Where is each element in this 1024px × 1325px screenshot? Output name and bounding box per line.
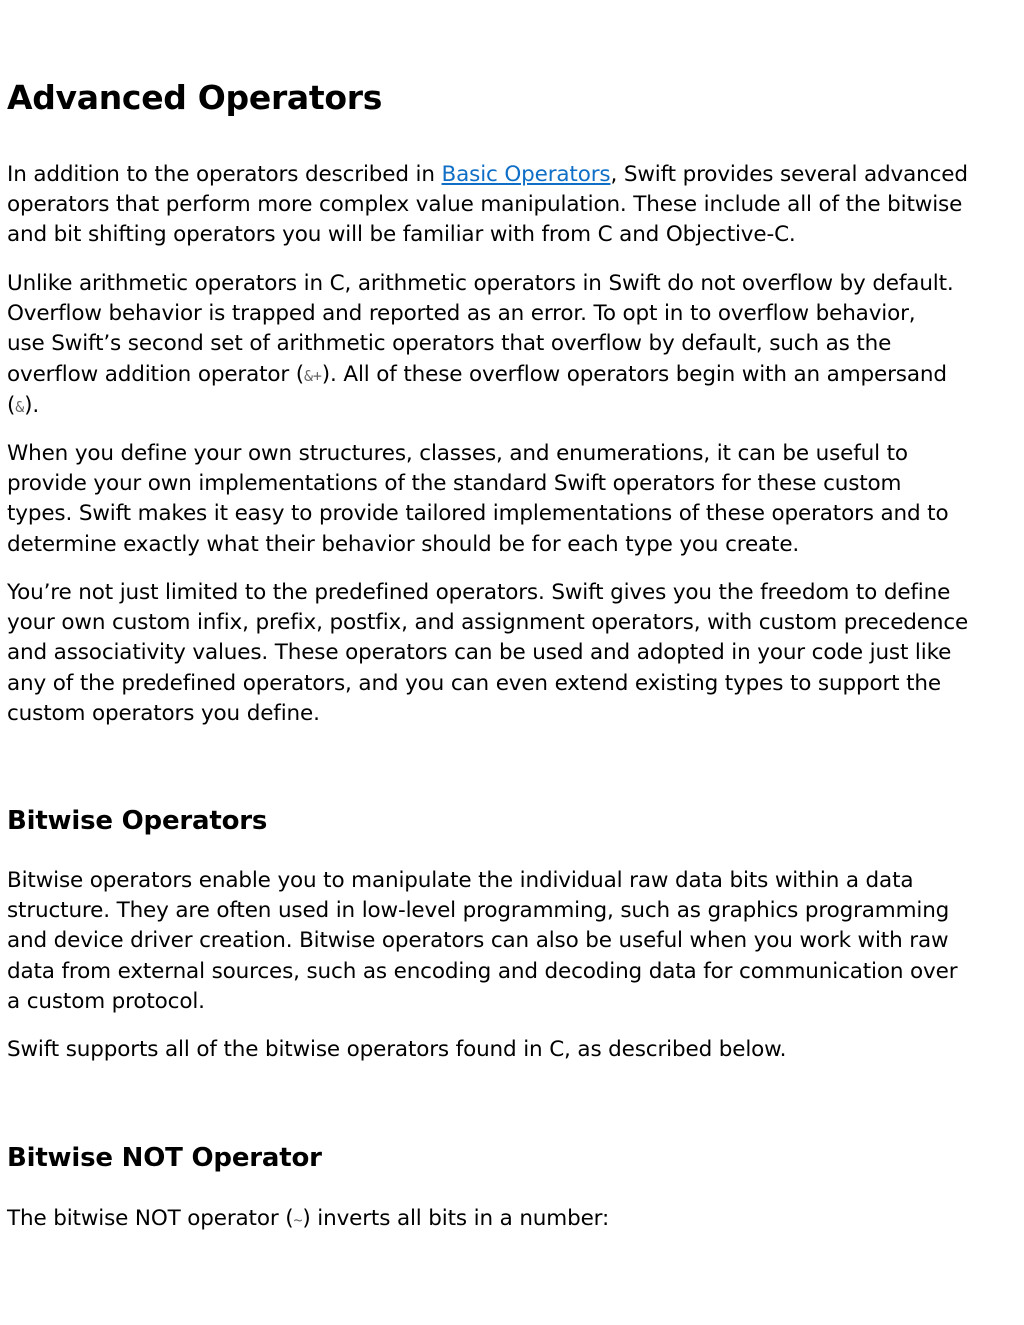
text-line: and associativity values. These operators can be used and adopted in your code just like xyxy=(7,640,952,666)
text-run: , Swift provides several advanced xyxy=(610,162,968,187)
text-run: ) inverts all bits in a number: xyxy=(302,1206,610,1231)
text-line: determine exactly what their behavior should be for each type you create. xyxy=(7,531,800,557)
intro-paragraph xyxy=(7,160,1019,251)
text-run: In addition to the operators described in xyxy=(7,162,442,187)
text-line xyxy=(7,160,1019,190)
text-line: your own custom infix, prefix, postfix, and assignment operators, with custom precedence xyxy=(7,610,969,636)
bitwise-support-paragraph xyxy=(7,1035,1019,1065)
text-line: and device driver creation. Bitwise operators can also be useful when you work with raw xyxy=(7,928,949,954)
overflow-paragraph xyxy=(7,269,1019,422)
page-title: Advanced Operators xyxy=(7,78,383,117)
text-run: ). xyxy=(24,392,40,418)
text-run: ). All of these overflow operators begin with an ampersand xyxy=(321,361,947,387)
ampersand-code: & xyxy=(15,397,25,416)
custom-implementations-paragraph xyxy=(7,439,1019,560)
bitwise-not-paragraph xyxy=(7,1204,1019,1235)
custom-operators-paragraph xyxy=(7,578,1019,729)
overflow-addition-code: &+ xyxy=(304,366,322,385)
bitwise-intro-paragraph xyxy=(7,866,1019,1017)
bitwise-operators-heading: Bitwise Operators xyxy=(7,806,268,836)
text-line: Overflow behavior is trapped and reported as an error. To opt in to overflow behavior, xyxy=(7,301,916,327)
text-line: operators that perform more complex value manipulation. These include all of the bitwise xyxy=(7,192,963,218)
text-line: provide your own implementations of the standard Swift operators for these custom xyxy=(7,471,902,497)
text-line: use Swift’s second set of arithmetic operators that overflow by default, such as the xyxy=(7,331,892,357)
text-line: Bitwise operators enable you to manipulate the individual raw data bits within a data xyxy=(7,868,914,893)
text-run: overflow addition operator ( xyxy=(7,361,305,387)
text-line: custom operators you define. xyxy=(7,700,320,726)
text-line: Unlike arithmetic operators in C, arithmetic operators in Swift do not overflow by default. xyxy=(7,271,954,296)
text-run: ( xyxy=(7,392,16,418)
text-line: a custom protocol. xyxy=(7,988,205,1014)
basic-operators-link[interactable]: Basic Operators xyxy=(441,162,611,187)
text-line xyxy=(7,360,1019,391)
tilde-code: ~ xyxy=(293,1211,303,1229)
text-run: The bitwise NOT operator ( xyxy=(7,1206,294,1231)
text-line: Swift supports all of the bitwise operators found in C, as described below. xyxy=(7,1037,787,1062)
bitwise-not-heading: Bitwise NOT Operator xyxy=(7,1143,322,1173)
text-line: When you define your own structures, classes, and enumerations, it can be useful to xyxy=(7,441,908,466)
text-line xyxy=(7,391,1019,422)
text-line: and bit shifting operators you will be familiar with from C and Objective-C. xyxy=(7,222,796,248)
text-line: You’re not just limited to the predefined operators. Swift gives you the freedom to define xyxy=(7,580,951,605)
text-line: structure. They are often used in low-level programming, such as graphics programming xyxy=(7,898,950,924)
text-line xyxy=(7,1204,1019,1235)
text-line: data from external sources, such as encoding and decoding data for communication over xyxy=(7,958,958,984)
text-line: any of the predefined operators, and you can even extend existing types to support the xyxy=(7,670,941,696)
text-line: types. Swift makes it easy to provide tailored implementations of these operators and to xyxy=(7,501,949,527)
